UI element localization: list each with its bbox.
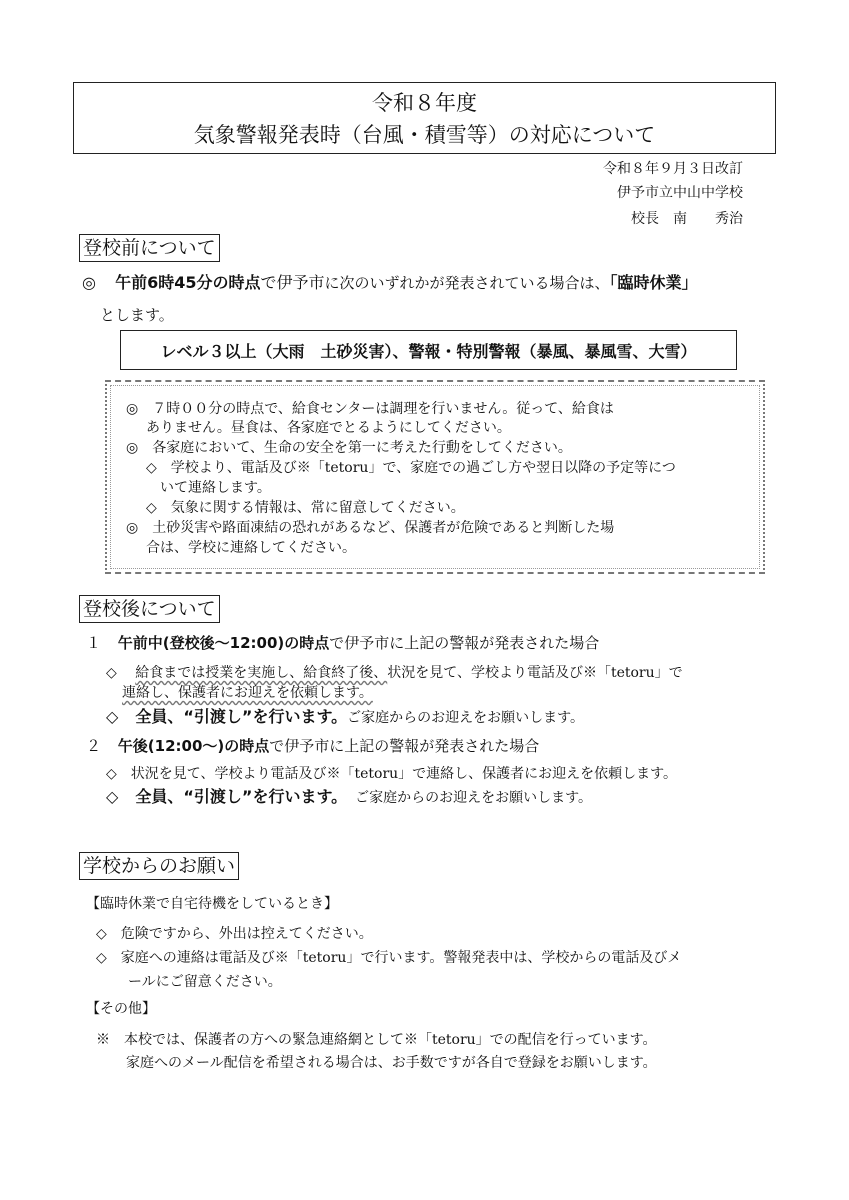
before-school-rule-cont: とします。 xyxy=(100,306,174,324)
before-school-rule xyxy=(82,270,698,293)
other-item: ※ 本校では、保護者の方への緊急連絡網として※「tetoru」での配信を行っています。 xyxy=(96,1032,657,1048)
request-subheading-other: 【その他】 xyxy=(86,1001,156,1017)
note-line: 合は、学校に連絡してください。 xyxy=(146,540,356,556)
warning-level-text: レベル３以上（大雨 土砂災害）、警報・特別警報（暴風、暴風雪、大雪） xyxy=(160,342,697,361)
handover-text: 全員、“引渡し”を行います。 xyxy=(135,707,348,726)
after-item-2 xyxy=(86,735,539,756)
title-line-1: 令和８年度 xyxy=(372,91,477,115)
item-number: １ xyxy=(86,634,102,652)
note-line: ありません。昼食は、各家庭でとるようにしてください。 xyxy=(146,420,511,436)
section-heading-before-school: 登校前について xyxy=(79,234,220,262)
pickup-request: 連絡し、保護者にお迎えを依頼します。 xyxy=(122,685,373,701)
area-text: で伊予市 xyxy=(260,273,325,292)
pickup-text: ご家庭からのお迎えをお願いします。 xyxy=(355,790,593,806)
title-line-2: 気象警報発表時（台風・積雪等）の対応について xyxy=(193,123,656,147)
note-line: ◇ 気象に関する情報は、常に留意してください。 xyxy=(146,500,465,516)
diamond-mark: ◇ xyxy=(106,787,119,806)
title-box xyxy=(73,82,776,154)
pickup-text: ご家庭からのお迎えをお願いします。 xyxy=(347,710,585,726)
after-item-1-sub-2 xyxy=(106,704,584,727)
item-2-text: で伊予市に上記の警報が発表された場合 xyxy=(269,737,540,755)
item-2-time: 午後(12:00～)の時点 xyxy=(117,737,270,755)
lunch-note: 給食までは授業を実施し、給食終了後、 xyxy=(135,665,388,681)
principal-name: 校長 南 秀治 xyxy=(631,211,743,227)
section-heading-after-school: 登校後について xyxy=(79,595,220,623)
after-item-1-sub-1-cont xyxy=(122,682,373,702)
request-item: ◇ 危険ですから、外出は控えてください。 xyxy=(96,926,373,942)
note-line: ◇ 学校より、電話及び※「tetoru」で、家庭での過ごし方や翌日以降の予定等につ xyxy=(146,460,676,476)
note-line: ◎ ７時００分の時点で、給食センターは調理を行いません。従って、給食は xyxy=(126,401,614,417)
after-item-1 xyxy=(86,632,599,653)
warning-level-box xyxy=(120,330,737,370)
note-line: ◎ 各家庭において、生命の安全を第一に考えた行動をしてください。 xyxy=(126,440,572,456)
contact-note: 状況を見て、学校より電話及び※「tetoru」で xyxy=(387,665,683,681)
after-item-2-sub-1: ◇ 状況を見て、学校より電話及び※「tetoru」で連絡し、保護者にお迎えを依頼します。 xyxy=(106,766,678,782)
time-condition: 午前6時45分の時点 xyxy=(115,273,261,292)
note-line: いて連絡します。 xyxy=(160,480,271,496)
note-line: ◎ 土砂災害や路面凍結の恐れがあるなど、保護者が危険であると判断した場 xyxy=(126,520,615,536)
revision-date: 令和８年９月３日改訂 xyxy=(603,161,743,177)
school-name: 伊予市立中山中学校 xyxy=(617,185,743,201)
request-subheading-closure: 【臨時休業で自宅待機をしているとき】 xyxy=(86,896,338,912)
request-item-cont: ールにご留意ください。 xyxy=(128,974,282,990)
handover-text: 全員、“引渡し”を行います。 xyxy=(135,787,348,806)
item-1-time: 午前中(登校後～12:00)の時点 xyxy=(117,634,330,652)
diamond-mark: ◇ xyxy=(106,707,119,726)
temporary-closure-label: 「臨時休業」 xyxy=(609,273,698,292)
after-item-1-sub-1 xyxy=(106,662,683,682)
after-item-2-sub-2 xyxy=(106,784,592,807)
item-1-text: で伊予市に上記の警報が発表された場合 xyxy=(329,634,600,652)
other-item-cont: 家庭へのメール配信を希望される場合は、お手数ですが各自で登録をお願いします。 xyxy=(126,1055,657,1071)
condition-text: に次のいずれかが発表されている場合は、 xyxy=(324,274,610,292)
double-circle-mark: ◎ xyxy=(82,273,96,292)
section-heading-requests: 学校からのお願い xyxy=(79,852,239,880)
request-item: ◇ 家庭への連絡は電話及び※「tetoru」で行います。警報発表中は、学校からの電話及びメ xyxy=(96,950,682,966)
item-number: ２ xyxy=(86,737,102,755)
diamond-mark: ◇ xyxy=(106,665,117,681)
